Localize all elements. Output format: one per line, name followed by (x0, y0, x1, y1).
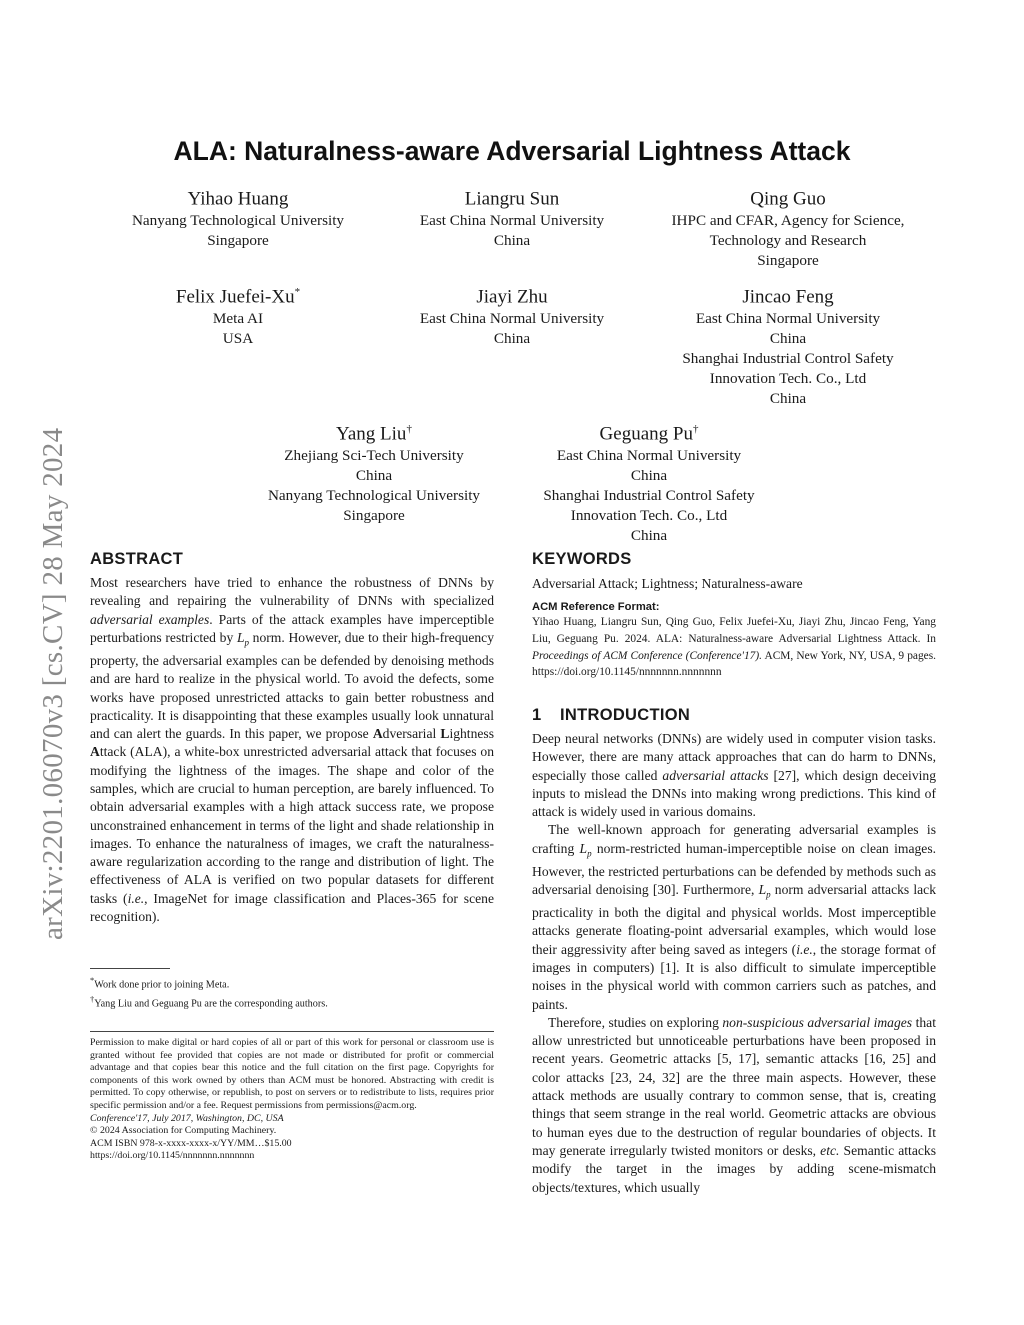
doi-line: https://doi.org/10.1145/nnnnnnn.nnnnnnn (90, 1150, 255, 1162)
author-affiliation: Zhejiang Sci-Tech University (284, 447, 464, 465)
arxiv-stamp: arXiv:2201.06070v3 [cs.CV] 28 May 2024 (37, 427, 69, 940)
intro-paragraph: Deep neural networks (DNNs) are widely used in computer vision tasks. However, there are many attack approaches that can do harm to DNNs, especially those called adversarial attacks [27], which design deceiving inputs to mislead the DNNs into making wrong predictions. This kind of attack is widely used in various domains. (532, 731, 936, 820)
author-affiliation: Singapore (757, 252, 819, 270)
author-name: Yang Liu† (336, 423, 412, 445)
author-affiliation: China (493, 330, 531, 348)
footnote-rule (90, 968, 170, 969)
author-affiliation: Singapore (343, 507, 405, 525)
author-block (112, 183, 364, 251)
author-name: Yihao Huang (187, 188, 289, 210)
author-affiliation: China (355, 467, 393, 485)
author-block (392, 281, 632, 349)
author-affiliation: Nanyang Technological University (267, 487, 481, 505)
abstract-text: Most researchers have tried to enhance the robustness of DNNs by revealing and repairing the vulnerability of DNNs with specialized adversarial examples. Parts of the attack examples have imperceptible perturbations restricted by $L_p$ norm. However, due to their high-frequency property, the adversarial examples can be defended by denoising methods and are hard to realize in the physical world. To avoid the defects, some works have proposed unrestricted attacks to gain better robustness and practicality. It is disappointing that these examples usually look unnatural and can alert the guards. In this paper, we propose Adversarial Lightness Attack (ALA), a white-box unrestricted adversarial attack that focuses on modifying the lightness of the images. The shape and color of the samples, which are crucial to human perception, are barely influenced. To obtain adversarial examples with a high attack success rate, we propose unconstrained enhancement in terms of the light and shade relationship in images. To enhance the naturalness of images, we craft the naturalness-aware regularization according to the range and distribution of light. The effectiveness of ALA is verified on two popular datasets for different tasks (i.e., ImageNet for image classification and Places-365 for scene recognition). (90, 575, 494, 925)
author-affiliation: Shanghai Industrial Control Safety (543, 487, 755, 505)
copyright-line: © 2024 Association for Computing Machinery. (90, 1125, 277, 1137)
author-affiliation: China (493, 232, 531, 250)
author-affiliation: East China Normal University (419, 310, 605, 328)
intro-paragraph: Therefore, studies on exploring non-suspicious adversarial images that allow unrestricted but unnoticeable perturbations have been proposed in recent years. Geometric attacks [5, 17], semantic attacks [16, 25] and color attacks [23, 24, 32] are the three main aspects. However, these attack methods are usually contrary to common sense, that is, creating things that seem strange in the real world. Geometric attacks are obvious to human eyes due to the destruction of regular boundaries of objects. It may generate irregularly twisted monitors or desks, etc. Semantic attacks modify the target in the images by adding scene-mismatch objects/textures, which usually (532, 1014, 936, 1195)
author-affiliation: Technology and Research (709, 232, 867, 250)
abstract-heading: ABSTRACT (90, 550, 184, 568)
keywords-text: Adversarial Attack; Lightness; Naturalness-aware (532, 576, 803, 591)
author-affiliation: Innovation Tech. Co., Ltd (570, 507, 728, 525)
author-block (248, 418, 500, 526)
author-block (650, 281, 926, 409)
isbn-line: ACM ISBN 978-x-xxxx-xxxx-x/YY/MM…$15.00 (90, 1137, 292, 1149)
author-affiliation: Meta AI (212, 310, 264, 328)
author-affiliation: China (630, 467, 668, 485)
author-affiliation: Shanghai Industrial Control Safety (682, 350, 894, 368)
intro-paragraph: The well-known approach for generating adversarial examples is crafting $L_p$ norm-restricted human-imperceptible noise on clean images. However, the restricted perturbations can be defended by methods such as adversarial denoising [30]. Furthermore, $L_p$ norm adversarial attacks lack practicality in both the digital and physical worlds. Most imperceptible attacks generate floating-point adversarial examples, which would lose their aggressivity after being saved as integers (i.e., the storage format of images in computers) [1]. It is also difficult to simulate imperceptible noises in the physical world with common carriers such as patches, and paints. (532, 822, 937, 1012)
author-name: Jiayi Zhu (476, 286, 548, 308)
keywords-heading: KEYWORDS (532, 550, 632, 568)
permission-text: Permission to make digital or hard copies of all or part of this work for personal or classroom use is granted without fee provided that copies are not made or distributed for profit or commercial advantage and that copies bear this notice and the full citation on the first page. Copyrights for components of this work owned by others than ACM must be honored. Abstracting with credit is permitted. To copy otherwise, or republish, to post on servers or to redistribute to lists, requires prior specific permission and/or a fee. Request permissions from permissions@acm.org. (90, 1037, 494, 1111)
author-affiliation: Innovation Tech. Co., Ltd (709, 370, 867, 388)
paper-title: ALA: Naturalness-aware Adversarial Lightness Attack (173, 136, 851, 166)
author-name: Felix Juefei-Xu* (175, 286, 301, 308)
author-name: Geguang Pu† (599, 423, 699, 445)
keywords-section (532, 549, 936, 593)
author-affiliation: China (769, 330, 807, 348)
acm-reference (532, 601, 936, 681)
author-block (520, 418, 778, 546)
author-affiliation: Nanyang Technological University (131, 212, 345, 230)
introduction-heading: 1 INTRODUCTION (532, 706, 691, 724)
conference-line: Conference'17, July 2017, Washington, DC, USA (90, 1112, 284, 1124)
permission-rule (90, 1031, 494, 1032)
author-name: Jincao Feng (742, 286, 834, 308)
acm-reference-text: Yihao Huang, Liangru Sun, Qing Guo, Felix Juefei-Xu, Jiayi Zhu, Jincao Feng, Yang Liu, Geguang Pu. 2024. ALA: Naturalness-aware Adversarial Lightness Attack. In Proceedings of ACM Conference (Conference'17). ACM, New York, NY, USA, 9 pages. https://doi.org/10.1145/nnnnnnn.nnnnnnn (532, 616, 936, 679)
author-affiliation: Singapore (207, 232, 269, 250)
acm-reference-heading: ACM Reference Format: (532, 601, 660, 613)
author-name: Qing Guo (750, 188, 826, 210)
author-block (392, 183, 632, 251)
permission-block (90, 1037, 494, 1163)
author-block (650, 183, 926, 271)
footnote-1: *Work done prior to joining Meta. (90, 975, 230, 991)
author-affiliation: East China Normal University (419, 212, 605, 230)
author-affiliation: IHPC and CFAR, Agency for Science, (671, 212, 905, 230)
footnote-2: †Yang Liu and Geguang Pu are the corresponding authors. (90, 994, 328, 1010)
abstract-section (90, 549, 494, 926)
introduction-text (532, 730, 936, 1197)
author-affiliation: USA (222, 330, 254, 348)
author-block (112, 281, 364, 349)
author-affiliation: China (630, 527, 668, 545)
author-affiliation: East China Normal University (556, 447, 742, 465)
footnotes (90, 974, 494, 1011)
introduction-section (532, 705, 936, 1197)
author-affiliation: China (769, 390, 807, 408)
author-affiliation: East China Normal University (695, 310, 881, 328)
author-name: Liangru Sun (464, 188, 560, 210)
